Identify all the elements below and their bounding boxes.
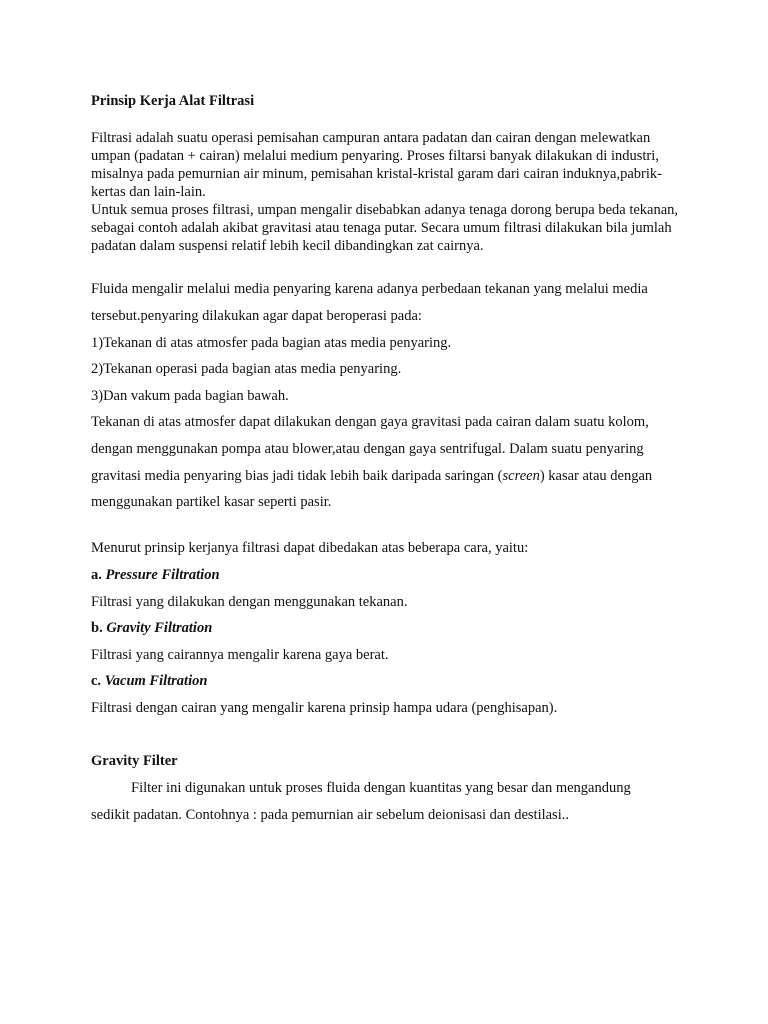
flow-item-2: 2)Tekanan operasi pada bagian atas media penyaring. [91, 361, 402, 377]
flow-item-3: 3)Dan vakum pada bagian bawah. [91, 388, 289, 404]
types-intro: Menurut prinsip kerjanya filtrasi dapat dibedakan atas beberapa cara, yaitu: [91, 540, 529, 556]
flow-line-5-end: ) kasar atau dengan [539, 468, 653, 484]
type-b-name: Gravity Filtration [106, 620, 213, 636]
document-title: Prinsip Kerja Alat Filtrasi [91, 93, 255, 109]
intro-paragraph-2: Untuk semua proses filtrasi, umpan mengalir disebabkan adanya tenaga dorong berupa beda tekanan, sebagai contoh adalah akibat gravitasi atau tenaga putar. Secara umum filtrasi dilakukan bila jumlah padatan dalam suspensi relatif lebih kecil dibandingkan zat cairnya. [91, 202, 679, 254]
flow-line-6: menggunakan partikel kasar seperti pasir. [91, 494, 332, 510]
type-a-description: Filtrasi yang dilakukan dengan menggunakan tekanan. [91, 594, 408, 610]
gravity-filter-heading: Gravity Filter [91, 753, 178, 769]
flow-line-2: tersebut.penyaring dilakukan agar dapat beroperasi pada: [91, 308, 422, 324]
type-b-heading [91, 620, 212, 637]
type-a-name: Pressure Filtration [105, 567, 220, 583]
intro-paragraph-1: Filtrasi adalah suatu operasi pemisahan campuran antara padatan dan cairan dengan melewatkan umpan (padatan + cairan) melalui medium penyaring. Proses filtarsi banyak dilakukan di industri, misalnya pada pemurnian air minum, pemisahan kristal-kristal garam dari cairan induknya,pabrik-kertas dan lain-lain. [91, 130, 662, 200]
flow-line-5 [91, 468, 652, 485]
type-c-description: Filtrasi dengan cairan yang mengalir karena prinsip hampa udara (penghisapan). [91, 700, 558, 716]
flow-line-5-start: gravitasi media penyaring bias jadi tidak lebih baik daripada saringan ( [91, 468, 503, 484]
type-b-description: Filtrasi yang cairannya mengalir karena gaya berat. [91, 647, 389, 663]
type-c-heading [91, 673, 207, 690]
type-c-prefix: c. [91, 673, 105, 689]
type-c-name: Vacum Filtration [104, 673, 208, 689]
type-a-heading [91, 567, 220, 584]
gravity-filter-line-1: Filter ini digunakan untuk proses fluida dengan kuantitas yang besar dan mengandung [131, 780, 631, 796]
gravity-filter-line-2: sedikit padatan. Contohnya : pada pemurnian air sebelum deionisasi dan destilasi.. [91, 807, 569, 823]
type-a-prefix: a. [91, 567, 106, 583]
flow-line-4: dengan menggunakan pompa atau blower,atau dengan gaya sentrifugal. Dalam suatu penyaring [91, 441, 644, 457]
flow-line-1: Fluida mengalir melalui media penyaring karena adanya perbedaan tekanan yang melalui media [91, 281, 648, 297]
flow-line-3: Tekanan di atas atmosfer dapat dilakukan dengan gaya gravitasi pada cairan dalam suatu kolom, [91, 414, 649, 430]
flow-item-1: 1)Tekanan di atas atmosfer pada bagian atas media penyaring. [91, 335, 452, 351]
type-b-prefix: b. [91, 620, 107, 636]
screen-term: screen [502, 468, 540, 484]
